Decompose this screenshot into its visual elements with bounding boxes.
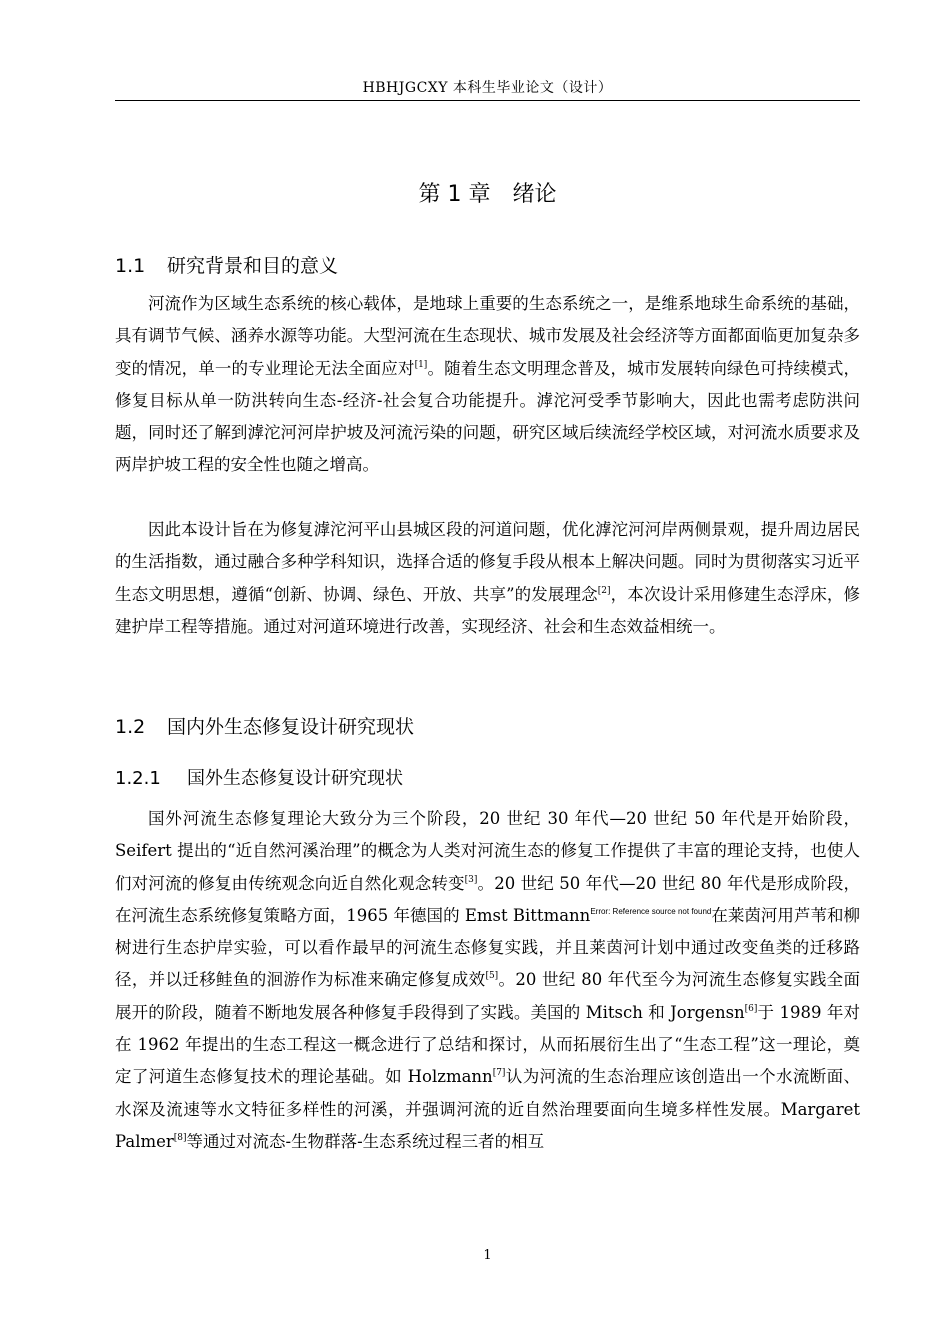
paragraph-text: 河流作为区域生态系统的核心载体，是地球上重要的生态系统之一，是维系地球生命系统的基础，具有调节气候、涵养水源等功能。大型河流在生态现状、城市发展及社会经济等方面都面临更加复杂多变的情况，单一的专业理论无法全面应对 (115, 294, 860, 378)
chapter-number: 第 1 章 (418, 182, 491, 207)
citation-ref-5[interactable]: [5] (485, 971, 499, 982)
page-number: 1 (483, 1248, 492, 1263)
paragraph-text: 于 1989 年对在 1962 年提出的生态工程这一概念进行了总结和探讨，从而拓展衍生出了“生态工程”这一理论，奠定了河道生态修复技术的理论基础。如 Holzmann (115, 1002, 860, 1087)
section-title: 国内外生态修复设计研究现状 (167, 716, 415, 738)
reference-error: Error: Reference source not found (590, 906, 712, 916)
paragraph-text: 等通过对流态-生物群落-生态系统过程三者的相互 (186, 1131, 545, 1151)
citation-ref-3[interactable]: [3] (464, 874, 478, 885)
chapter-title (115, 178, 860, 212)
paragraph-text: 。20 世纪 80 年代至今为河流生态修复实践全面展开的阶段，随着不断地发展各种修复手段得到了实践。美国的 Mitsch 和 Jorgensn (115, 970, 861, 1022)
section-heading-1-1 (115, 251, 860, 281)
header-rule (115, 100, 860, 101)
paragraph-text: 国外河流生态修复理论大致分为三个阶段，20 世纪 30 年代—20 世纪 50 年代是开始阶段，Seifert 提出的“近自然河溪治理”的概念为人类对河流生态的修复工作提供了丰富的理论支持，也使人们对河流的修复由传统观念向近自然化观念转变 (115, 809, 860, 893)
chapter-name: 绪论 (512, 182, 557, 207)
paragraph-background (115, 288, 860, 482)
subsection-title: 国外生态修复设计研究现状 (187, 768, 403, 789)
citation-ref-7[interactable]: [7] (492, 1068, 506, 1079)
paragraph-text: 因此本设计旨在为修复滹沱河平山县城区段的河道问题，优化滹沱河河岸两侧景观，提升周边居民的生活指数，通过融合多种学科知识，选择合适的修复手段从根本上解决问题。同时为贯彻落实习近平生态文明思想，遵循“创新、协调、绿色、开放、共享”的发展理念 (115, 520, 860, 604)
paragraph-purpose (115, 514, 860, 643)
paragraph-text: 。20 世纪 50 年代—20 世纪 80 年代是形成阶段，在河流生态系统修复策略方面，1965 年德国的 Emst Bittmann (115, 873, 861, 925)
section-title: 研究背景和目的意义 (167, 255, 339, 277)
running-header: HBHJGCXY 本科生毕业论文（设计） (362, 80, 613, 96)
paragraph-text: 在莱茵河用芦苇和柳树进行生态护岸实验，可以看作最早的河流生态修复实践，并且莱茵河计划中通过改变鱼类的迁移路径，并以迁移鲑鱼的洄游作为标准来确定修复成效 (115, 905, 861, 990)
subsection-number: 1.2.1 (115, 768, 161, 789)
citation-ref-6[interactable]: [6] (744, 1003, 758, 1014)
paragraph-text: 。随着生态文明理念普及，城市发展转向绿色可持续模式，修复目标从单一防洪转向生态-经济-社会复合功能提升。滹沱河受季节影响大，因此也需考虑防洪问题，同时还了解到滹沱河河岸护坡及河流污染的问题，研究区域后续流经学校区域，对河流水质要求及两岸护坡工程的安全性也随之增高。 (115, 358, 861, 475)
subsection-heading-1-2-1 (115, 764, 860, 794)
section-number: 1.2 (115, 716, 146, 738)
paragraph-text: 认为河流的生态治理应该创造出一个水流断面、水深及流速等水文特征多样性的河溪，并强调河流的近自然治理要面向生境多样性发展。Margaret Palmer (115, 1067, 860, 1151)
paragraph-foreign-research (115, 803, 860, 1158)
section-number: 1.1 (115, 255, 146, 277)
citation-ref-8[interactable]: [8] (173, 1132, 187, 1143)
section-heading-1-2 (115, 712, 860, 742)
citation-ref-2[interactable]: [2] (597, 585, 611, 596)
citation-ref-1[interactable]: [1] (414, 359, 428, 370)
paragraph-text: ，本次设计采用修建生态浮床，修建护岸工程等措施。通过对河道环境进行改善，实现经济、社会和生态效益相统一。 (115, 584, 861, 636)
